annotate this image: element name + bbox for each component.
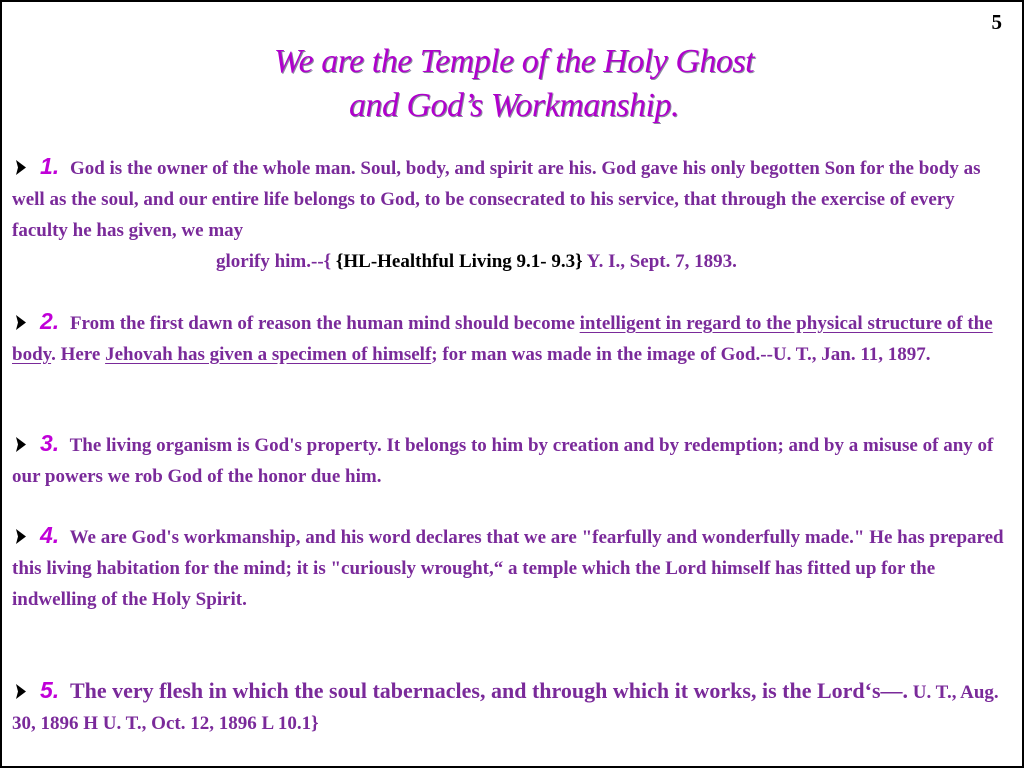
list-item-5 xyxy=(12,674,1008,739)
item-number: 3. xyxy=(40,430,60,456)
item-text: From the first dawn of reason the human mind should become xyxy=(69,313,580,334)
reference-date: Y. I., Sept. 7, 1893. xyxy=(582,251,737,272)
item-text: ; for man was made in the image of God.--U. T., Jan. 11, 1897. xyxy=(431,344,931,365)
underlined-phrase: Jehovah has given a specimen of himself xyxy=(105,344,432,365)
slide-title xyxy=(2,40,1024,128)
item-text: The very flesh in which the soul tabernacles, and through which it works, is the Lord‘s—. xyxy=(69,678,909,703)
title-line-2: and God’s Workmanship. xyxy=(349,87,679,124)
item-number: 2. xyxy=(40,308,60,334)
item-text: God is the owner of the whole man. Soul, body, and spirit are his. God gave his only begotten Son for the body as well as the soul, and our entire life belongs to God, to be consecrated to his service, that through the exercise of every faculty he has given, we may xyxy=(12,158,981,241)
item-text: We are God's workmanship, and his word declares that we are "fearfully and wonderfully made." He has prepared this living habitation for the mind; it is "curiously wrought,“ a temple which the Lord himself has fitted up for the indwelling of the Holy Spirit. xyxy=(12,527,1004,610)
item-text: . Here xyxy=(51,344,106,365)
list-item-4 xyxy=(12,520,1008,615)
page-number: 5 xyxy=(991,10,1002,34)
arrow-bullet-icon xyxy=(16,437,26,452)
list-item-3 xyxy=(12,428,1008,492)
item-number: 5. xyxy=(40,677,60,703)
item-number: 1. xyxy=(40,153,60,179)
arrow-bullet-icon xyxy=(16,160,26,175)
arrow-bullet-icon xyxy=(16,529,26,544)
item-reference xyxy=(12,246,1008,278)
list-item-2 xyxy=(12,306,1008,370)
item-text: The living organism is God's property. It belongs to him by creation and by redemption; and by a misuse of any of our powers we rob God of the honor due him. xyxy=(12,435,994,487)
reference-prefix: glorify him.--{ xyxy=(216,251,332,272)
arrow-bullet-icon xyxy=(16,684,26,699)
title-line-1: We are the Temple of the Holy Ghost xyxy=(273,43,755,80)
item-number: 4. xyxy=(40,522,60,548)
underlined-phrase: intelligent in regard to the physical structure of the body xyxy=(12,313,993,365)
list-item-1 xyxy=(12,151,1008,278)
reference-source: {HL-Healthful Living 9.1- 9.3} xyxy=(331,251,583,272)
arrow-bullet-icon xyxy=(16,315,26,330)
item-reference: U. T., Aug. 30, 1896 H U. T., Oct. 12, 1896 L 10.1} xyxy=(12,682,999,734)
